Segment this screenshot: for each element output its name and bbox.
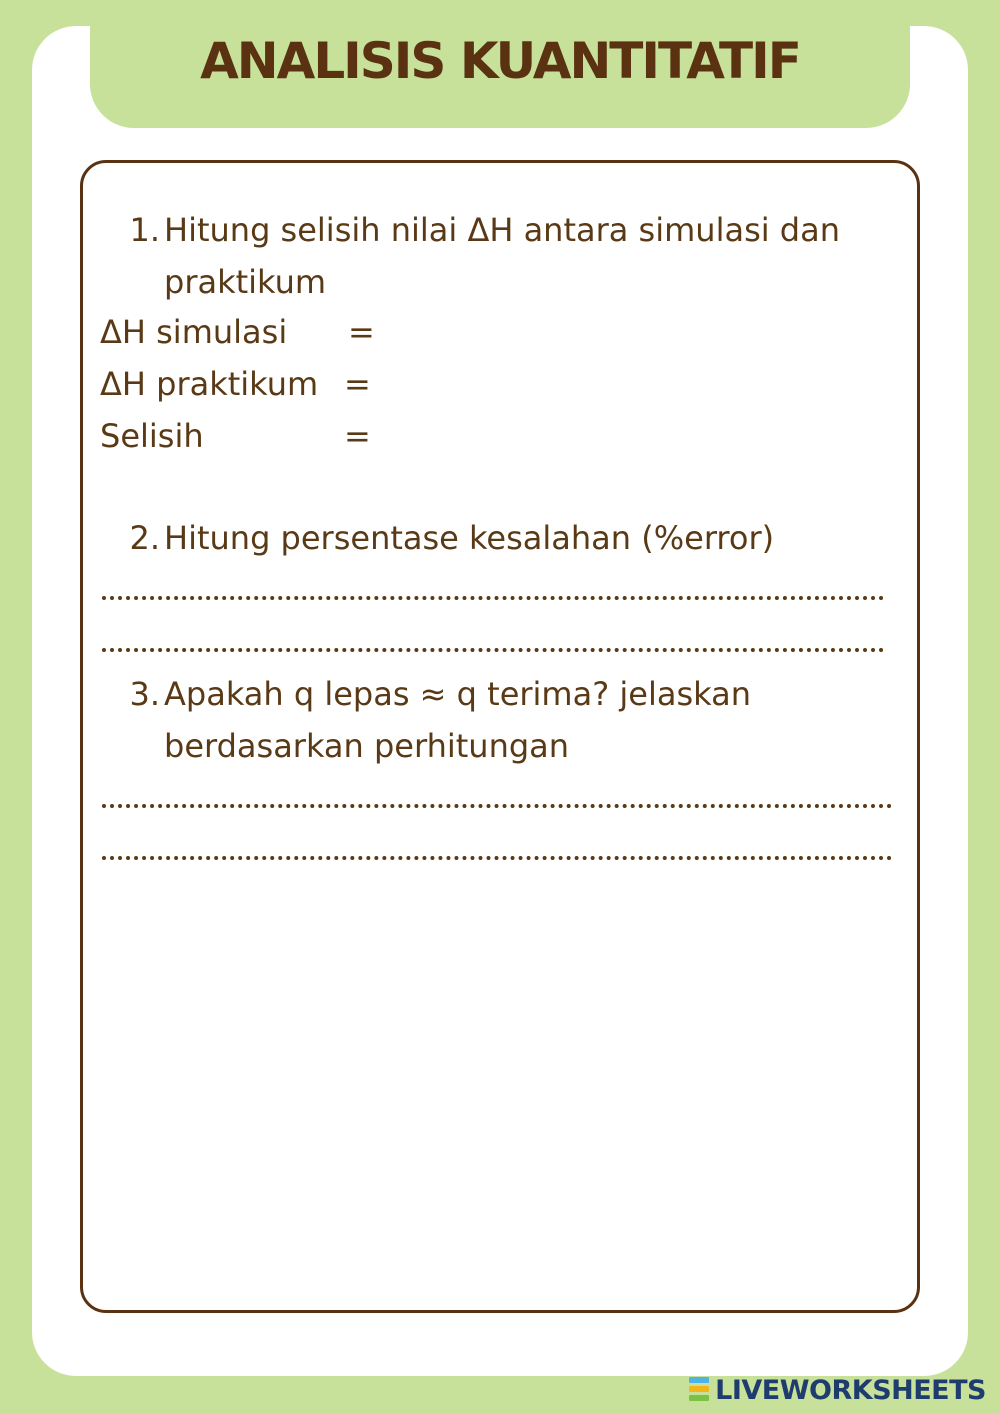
question-text: Hitung selisih nilai ΔH antara simulasi dan praktikum [164,211,840,301]
equals-sign: = [344,365,371,403]
brand-name: LIVEWORKSHEETS [715,1374,986,1406]
answer-line-3b[interactable] [102,856,892,860]
footer-brand [689,1372,986,1408]
question-3 [100,668,900,772]
answer-line-2a[interactable] [102,596,884,600]
answer-line-2b[interactable] [102,648,884,652]
question-1 [100,204,900,308]
liveworksheets-logo-icon [689,1377,709,1403]
field-label: ΔH praktikum [100,365,319,403]
field-label: ΔH simulasi [100,313,288,351]
answer-line-3a[interactable] [102,804,892,808]
question-text: Hitung persentase kesalahan (%error) [164,519,775,557]
field-label: Selisih [100,417,204,455]
question-number: 2. [129,519,160,557]
question-text: Apakah q lepas ≈ q terima? jelaskan berdasarkan perhitungan [164,675,751,765]
equals-sign: = [348,313,375,351]
question-2 [100,512,900,564]
question-number: 3. [129,675,160,713]
equals-sign: = [344,417,371,455]
question-number: 1. [129,211,160,249]
page-title: ANALISIS KUANTITATIF [200,32,800,90]
